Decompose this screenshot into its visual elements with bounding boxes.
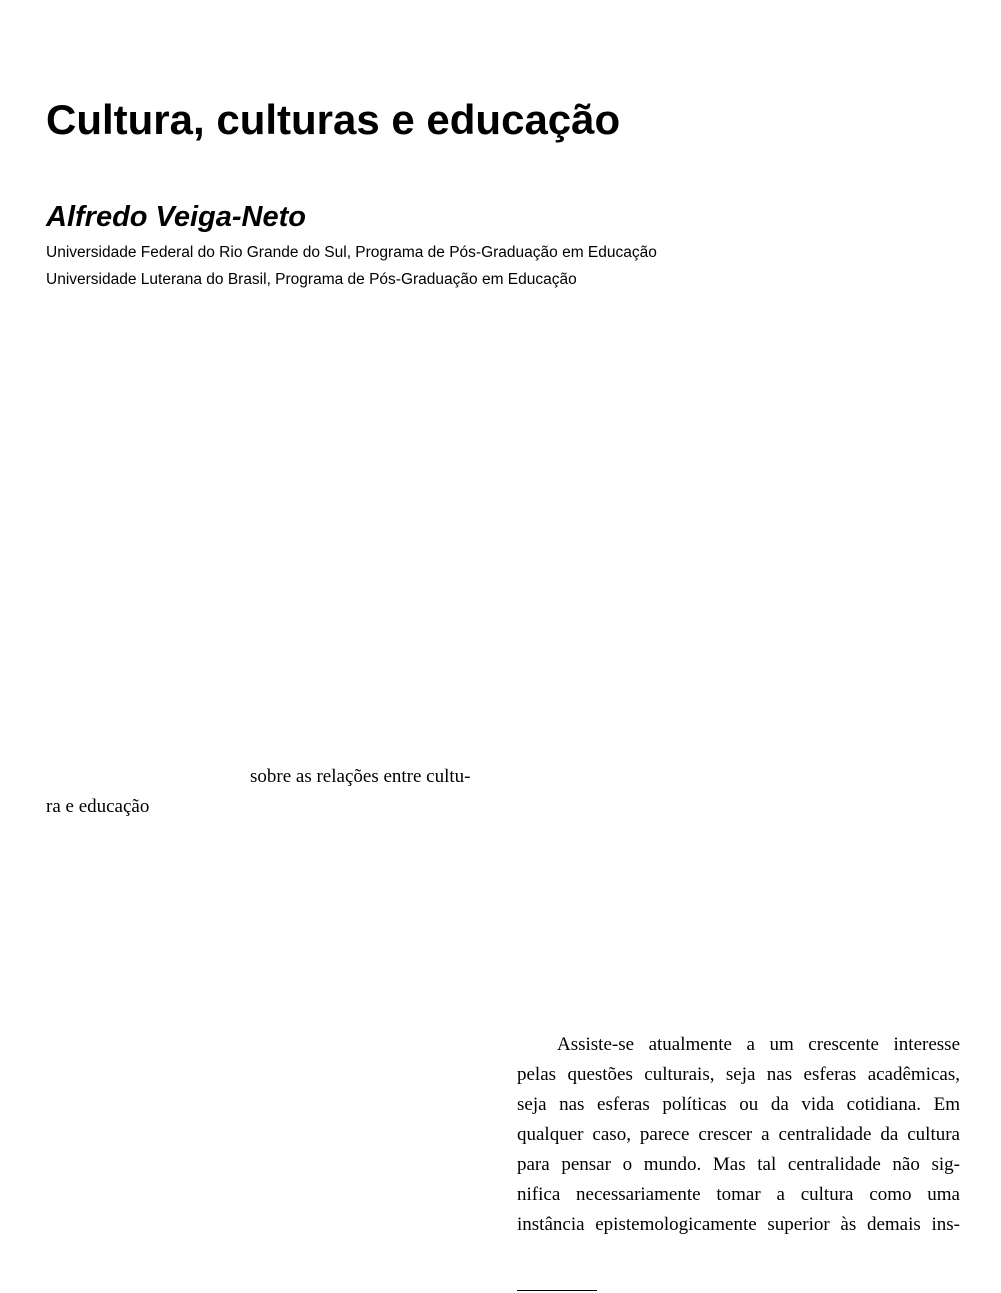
text-fragment-1: sobre as relações entre cultu- [250, 766, 471, 787]
body-paragraph [517, 1030, 960, 1240]
body-line: seja nas esferas políticas ou da vida cotidiana. Em [517, 1094, 960, 1115]
affiliation-1: Universidade Federal do Rio Grande do Sul, Programa de Pós-Graduação em Educação [46, 244, 657, 261]
body-line: Assiste-se atualmente a um crescente interesse [557, 1034, 960, 1055]
paper-title: Cultura, culturas e educação [46, 96, 621, 143]
text-fragment-2: ra e educação [46, 796, 150, 817]
body-line: nifica necessariamente tomar a cultura como uma [517, 1184, 960, 1205]
body-line: pelas questões culturais, seja nas esferas acadêmicas, [517, 1064, 960, 1085]
author-name: Alfredo Veiga-Neto [46, 201, 306, 233]
body-line: para pensar o mundo. Mas tal centralidade não sig- [517, 1154, 960, 1175]
footnote-divider [517, 1290, 597, 1291]
body-line: instância epistemologicamente superior às demais ins- [517, 1214, 960, 1235]
body-line: qualquer caso, parece crescer a centralidade da cultura [517, 1124, 960, 1145]
affiliation-2: Universidade Luterana do Brasil, Programa de Pós-Graduação em Educação [46, 271, 577, 288]
